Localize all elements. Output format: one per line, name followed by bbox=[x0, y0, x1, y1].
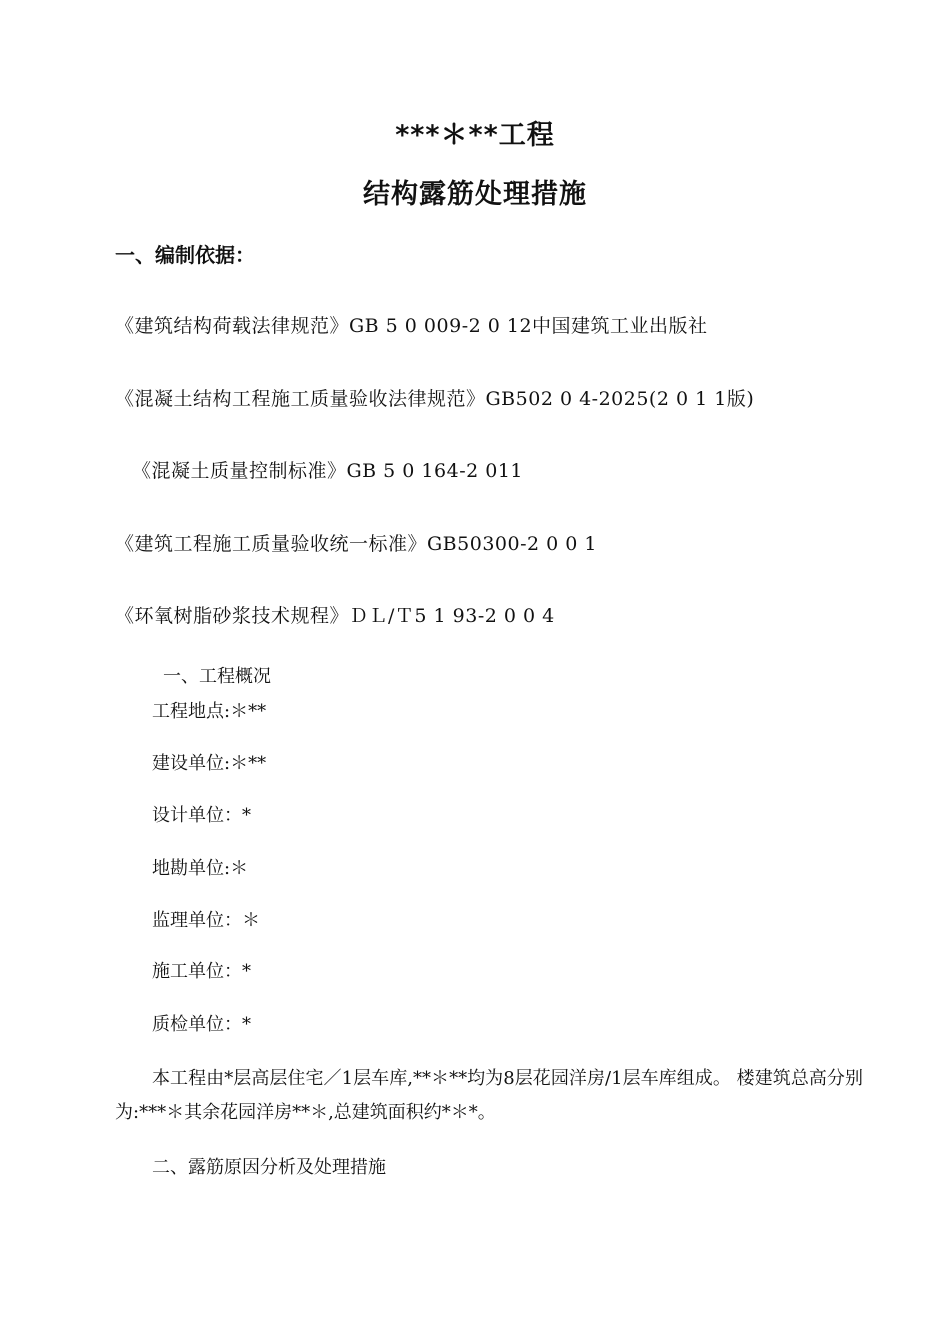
overview-item-contractor: 施工单位：* bbox=[152, 961, 251, 982]
document-title-project: ***＊**工程 bbox=[395, 120, 555, 151]
overview-item-survey: 地勘单位:＊ bbox=[152, 858, 249, 879]
overview-item-owner: 建设单位:＊** bbox=[152, 753, 267, 774]
document-title-subject: 结构露筋处理措施 bbox=[363, 179, 587, 210]
section-heading-basis: 一、编制依据： bbox=[115, 243, 255, 267]
reference-item: 《建筑工程施工质量验收统一标准》GB50300-2 0 0 1 bbox=[115, 533, 597, 555]
reference-item: 《建筑结构荷载法律规范》GB 5 0 009-2 0 12中国建筑工业出版社 bbox=[115, 315, 708, 337]
reference-item: 《混凝土结构工程施工质量验收法律规范》GB502 0 4-2025(2 0 1 1版) bbox=[115, 388, 755, 410]
overview-item-quality: 质检单位：* bbox=[152, 1014, 251, 1035]
reference-item: 《环氧树脂砂浆技术规程》ＤＬ/Ｔ5 1 93-2 0 0 4 bbox=[115, 605, 555, 627]
reference-item: 《混凝土质量控制标准》GB 5 0 164-2 011 bbox=[132, 460, 524, 482]
section-heading-overview: 一、工程概况 bbox=[163, 666, 271, 687]
overview-item-supervisor: 监理单位：＊ bbox=[152, 910, 260, 931]
overview-item-location: 工程地点:＊** bbox=[152, 701, 267, 722]
overview-paragraph: 本工程由*层高层住宅／1层车库,**＊**均为8层花园洋房/1层车库组成。 楼建筑总高分别为:***＊其余花园洋房**＊,总建筑面积约*＊*。 bbox=[115, 1068, 863, 1123]
overview-item-designer: 设计单位：* bbox=[152, 805, 251, 826]
section-heading-causes: 二、露筋原因分析及处理措施 bbox=[152, 1157, 386, 1178]
